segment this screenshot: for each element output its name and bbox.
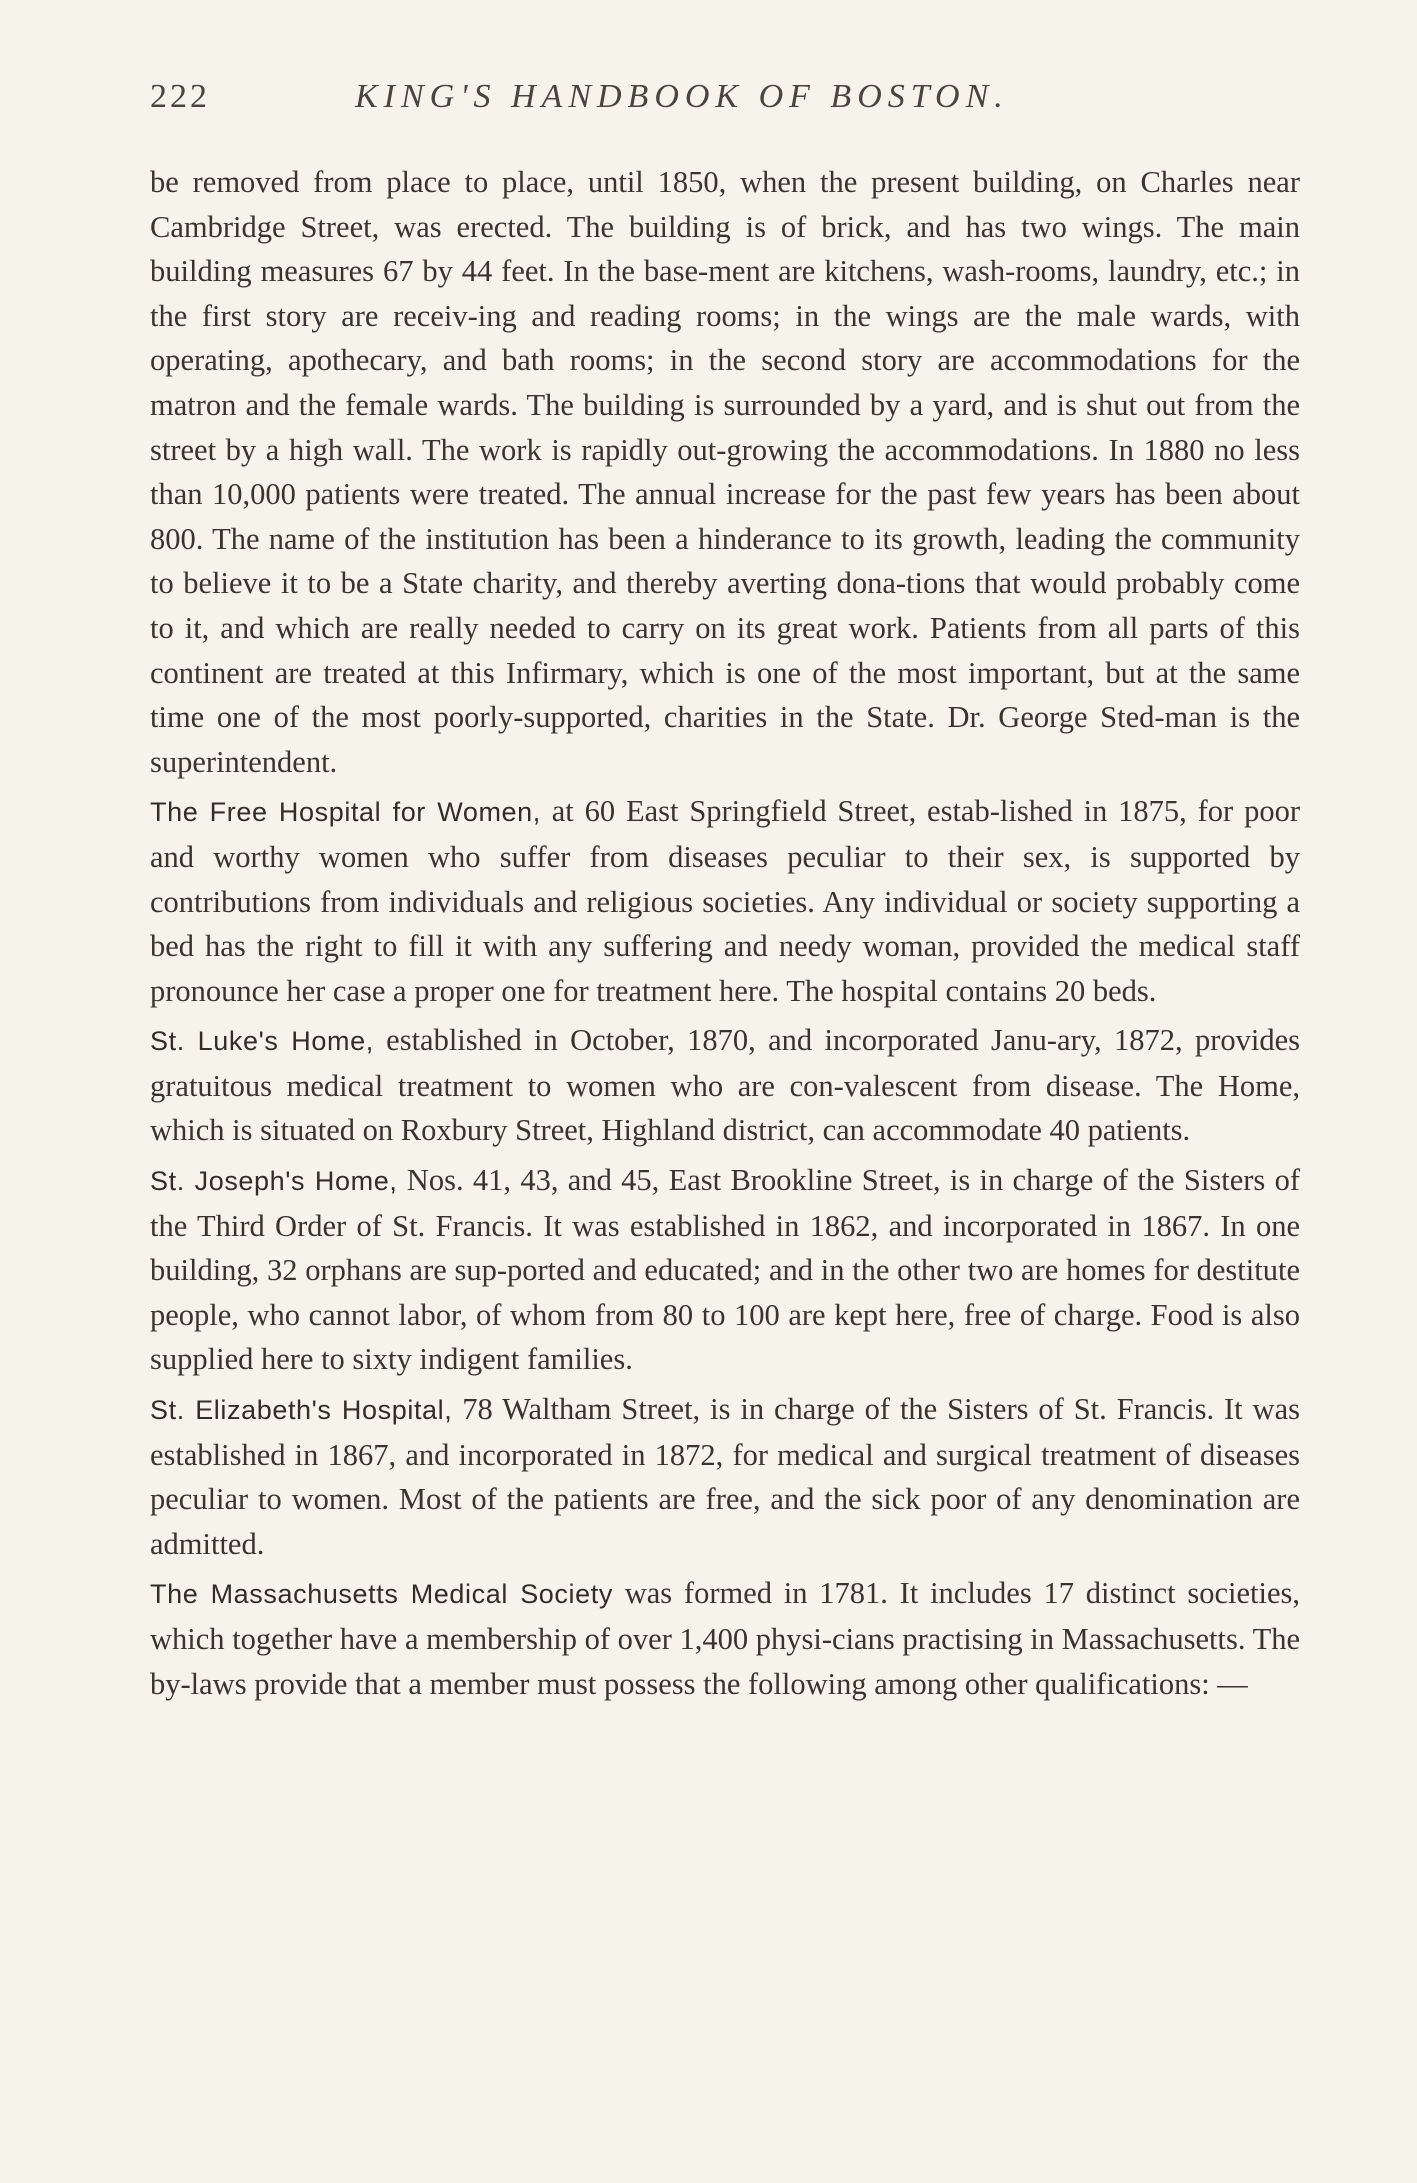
paragraph-text: established in October, 1870, and incorporated Janu-ary, 1872, provides gratuitous medical treatment to women who are con-valescent from disease. The Home, which is situated on Roxbury Street, Highland district, can accommodate 40 patients. [150, 1023, 1301, 1148]
paragraph-text: 78 Waltham Street, is in charge of the Sisters of St. Francis. It was established in 1867, and incorporated in 1872, for medical and surgical treatment of diseases peculiar to women. Most of the patients are free, and the sick poor of any denomination are admitted. [150, 1392, 1300, 1561]
entry-heading: St. Luke's Home, [150, 1026, 374, 1057]
paragraph-text: be removed from place to place, until 1850, when the present building, on Charles near Cambridge Street, was erected. The building is of brick, and has two wings. The main building measures 67 by 44 feet. In the base-ment are kitchens, wash-rooms, laundry, etc.; in the first story are receiv-ing and reading rooms; in the wings are the male wards, with operating, apothecary, and bath rooms; in the second story are accommodations for the matron and the female wards. The building is surrounded by a yard, and is shut out from the street by a high wall. The work is rapidly out-growing the accommodations. In 1880 no less than 10,000 patients were treated. The annual increase for the past few years has been about 800. The name of the institution has been a hinderance to its growth, leading the community to believe it to be a State charity, and thereby averting dona-tions that would probably come to it, and which are really needed to carry on its great work. Patients from all parts of this continent are treated at this Infirmary, which is one of the most important, but at the same time one of the most poorly-supported, charities in the State. Dr. George Sted-man is the superintendent. [150, 165, 1300, 779]
paragraph-free-hospital-for-women [150, 789, 1300, 1013]
paragraph-st-lukes-home [150, 1018, 1300, 1153]
paragraph-infirmary-continued [150, 160, 1300, 784]
paragraph-st-josephs-home [150, 1158, 1300, 1382]
entry-heading: The Massachusetts Medical Society [150, 1579, 613, 1610]
page-number: 222 [150, 78, 210, 115]
running-title: KING'S HANDBOOK OF BOSTON. [355, 78, 1009, 115]
entry-heading: The Free Hospital for Women, [150, 797, 541, 828]
running-head [150, 78, 1297, 138]
entry-heading: St. Joseph's Home, [150, 1166, 398, 1197]
body-text [150, 160, 1300, 1706]
paragraph-massachusetts-medical-society [150, 1571, 1300, 1706]
paragraph-st-elizabeths-hospital [150, 1387, 1300, 1566]
paragraph-text: was formed in 1781. It includes 17 distinct societies, which together have a membership of over 1,400 physi-cians practising in Massachusetts. The by-laws provide that a member must possess the following among other qualifications: — [150, 1576, 1300, 1701]
entry-heading: St. Elizabeth's Hospital, [150, 1395, 453, 1426]
paragraph-text: Nos. 41, 43, and 45, East Brookline Street, is in charge of the Sisters of the Third Order of St. Francis. It was established in 1862, and incorporated in 1867. In one building, 32 orphans are sup-ported and educated; and in the other two are homes for destitute people, who cannot labor, of whom from 80 to 100 are kept here, free of charge. Food is also supplied here to sixty indigent families. [150, 1163, 1300, 1377]
paragraph-text: at 60 East Springfield Street, estab-lished in 1875, for poor and worthy women who suffer from diseases peculiar to their sex, is supported by contributions from individuals and religious societies. Any individual or society supporting a bed has the right to fill it with any suffering and needy woman, provided the medical staff pronounce her case a proper one for treatment here. The hospital contains 20 beds. [150, 794, 1300, 1008]
